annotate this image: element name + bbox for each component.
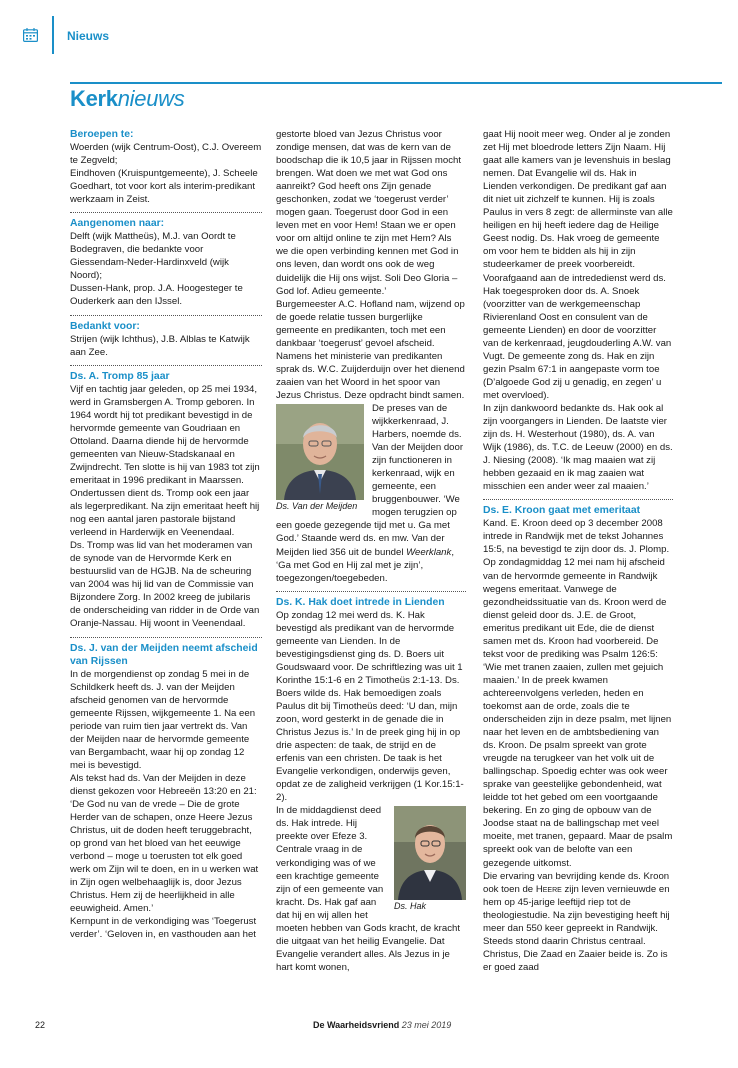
- column-2: [276, 128, 466, 974]
- hak-text-a: Op zondag 12 mei werd ds. K. Hak bevestigd als predikant van de hervormde gemeente van Lienden. In de bevestigingsdienst ging ds. D. Boers uit Goudswaard voor. De schriftlezing was uit 1 Korinthe 15:1-6 en 2 Timotheüs 2:1-13. Ds. Boers wilde ds. Hak bemoedigen zoals Paulus dit bij Timotheüs deed: ‘U dan, mijn zoon, word gesterkt in de genade die in Christus Jezus is.’ In de preek ging hij in op drie aspecten: de taak, de strijd en de erfenis van een christen. De taak is het Evangelie verkondigen, onderwijs geven, opdat ze de zaligheid verkrijgen (1 Kor.15:1-2).: [276, 609, 464, 804]
- separator: [483, 499, 673, 500]
- kroon-text-b: [483, 870, 673, 974]
- beroepen-text: Woerden (wijk Centrum-Oost), C.J. Overeem te Zegveld; Eindhoven (Kruispuntgemeente), J. Scheele Goedhart, tot voor kort als interim-predikant werkzaam in Zeist.: [70, 142, 262, 206]
- separator: [70, 315, 262, 316]
- portrait-image: [276, 404, 364, 500]
- hak-photo-caption: Ds. Hak: [394, 901, 427, 912]
- hak-text-b: In de middagdienst deed ds. Hak intrede. Hij preekte over Efeze 3. Centrale vraag in de verkondiging was of we een krachtige gemeente zijn of een gemeente van kracht. Ds. Hak gaf aan dat hij en wij allen het moeten hebben van Gods kracht, de kracht die uitgaat van het heilig Evangelie. Dat Evangelie verandert alles. Als Jezus in je hart komt wonen,: [276, 805, 460, 973]
- bedankt-heading: Bedankt voor:: [70, 320, 140, 332]
- aangenomen-text: Delft (wijk Mattheüs), M.J. van Oordt te Bodegraven, die bedankte voor Giessendam-Neder-Hardinxveld (wijk Noord); Dussen-Hank, prop. J.A. Hoogesteger te Ouderkerk aan den IJssel.: [70, 231, 243, 308]
- issue-date: 23 mei 2019: [401, 1020, 452, 1030]
- meijden-heading: Ds. J. van der Meijden neemt afscheid van Rijssen: [70, 642, 258, 667]
- tromp-text: Vijf en tachtig jaar geleden, op 25 mei 1934, werd in Gramsbergen A. Tromp geboren. In 1964 wordt hij tot predikant bevestigd in de hervormde gemeente van Goudriaan en Ottoland. Daarna diende hij de hervormde gemeenten van Nieuw-Stadskanaal en Zwijndrecht. Ten slotte is hij van 1983 tot zijn emeritaat in 1996 predikant in Maarssen. Ondertussen dient ds. Tromp ook een jaar als legerpredikant. Na zijn emeritaat heeft hij nog een aantal jaren pastorale bijstand verleend in Harderwijk en Veenendaal. Ds. Tromp was lid van het moderamen van de synode van de Hervormde Kerk en bestuurslid van de HGJB. Na de scheuring van 2004 was hij lid van de Commissie van Bijzondere Zorg. In 2002 kreeg de jubilaris de onderscheiding van ridder in de Orde van Oranje-Nassau. Hij woont in Veenendaal.: [70, 383, 260, 630]
- kroon-text-b-end: zijn leven vernieuwde en hem op 45-jarige leeftijd riep tot de theologiestudie. Na zijn bevestiging heeft hij meer dan 550 keer gepreekt in Randwijk. Steeds stond daarin Christus centraal. Christus, Die Zaad en Zaaier beide is. Zo is er goed zaad: [483, 883, 670, 973]
- meijden-photo-caption: Ds. Van der Meijden: [276, 500, 358, 511]
- tromp-heading: Ds. A. Tromp 85 jaar: [70, 370, 170, 382]
- aangenomen-heading: Aangenomen naar:: [70, 218, 165, 230]
- weerklank-italic: Weerklank: [406, 546, 452, 558]
- hak-continued-text: gaat Hij nooit meer weg. Onder al je zonden zet Hij met bloedrode letters Zijn Naam. Hij gaat alle kamers van je levenshuis in beslag nemen. Dat Evangelie wil ds. Hak in Lienden verkondigen. De predikant gaf aan dit niet uit zichzelf te kunnen. Hij is zoals Paulus in vers 8 zegt: de allerminste van alle heiligen en hij heeft iedere dag de Heilige Geest nodig. Ds. Hak vroeg de gemeente om voor hem te bidden als hij in zijn studeerkamer de preek voorbereidt. Voorafgaand aan de intrededienst werd ds. Hak toegesproken door ds. A. Snoek (voorzitter van de werkgemeenschap Rivierenland Oost en consulent van de gemeente Lienden) en door de voorzitter van de kerkenraad, jeugdouderling A.W. van Vugt. De gemeente zong ds. Hak en zijn gezin Psalm 67:1 in aangepaste vorm toe (D’algoede God zij u genadig, en zegen’ u met overvloed). In zijn dankwoord bedankte ds. Hak ook al zijn voorgangers in Lienden. De laatste vier zijn ds. H. Westerhout (1980), ds. A. van Wijk (1986), ds. T.C. de Leeuw (2000) en ds. J. Niesing (2008). ‘Ik mag maaien wat zij hebben gezaaid en ik mag zaaien wat misschien een ander weer zal maaien.’: [483, 129, 673, 493]
- meijden-text: In de morgendienst op zondag 5 mei in de Schildkerk heeft ds. J. van der Meijden afscheid genomen van de hervormde gemeente Rijssen, wijkgemeente 1. Na een periode van ruim tien jaar vertrekt ds. Van der Meijden naar de hervormde gemeente van Bergambacht, waar hij op zondag 12 mei is bevestigd. Als tekst had ds. Van der Meijden in deze dienst gekozen voor Hebreeën 13:20 en 21: ‘De God nu van de vrede – Die de grote Herder van de schapen, onze Heere Jezus Christus, uit de doden heeft teruggebracht, op grond van het bloed van het eeuwige verbond – moge u toerusten tot elk goed werk om Zijn wil te doen, en in u werken wat in Zijn ogen welbehaaglijk is, door Jezus Christus. Hem zij de heerlijkheid in alle eeuwigheid. Amen.’ Kernpunt in de verkondiging was ‘Toegerust verder’. ‘Geloven in, en vasthouden aan het: [70, 668, 259, 941]
- separator: [70, 637, 262, 638]
- hak-photo: [394, 806, 466, 912]
- hak-heading: Ds. K. Hak doet intrede in Lienden: [276, 596, 445, 608]
- meijden-photo: [276, 404, 364, 512]
- page-header: [0, 0, 738, 56]
- heere-smallcaps: Heere: [535, 883, 562, 895]
- calendar-icon: [23, 28, 38, 42]
- magazine-name: De Waarheidsvriend: [313, 1020, 400, 1030]
- separator: [276, 591, 466, 592]
- portrait-image: [394, 806, 466, 900]
- kroon-text-a: Kand. E. Kroon deed op 3 december 2008 intrede in Randwijk met de tekst Johannes 15:5, na bevestigd te zijn door ds. J. Plomp. Op zondagmiddag 12 mei nam hij afscheid van de hervormde gemeente in Randwijk wegens emeritaat. Vanwege de gezondheidssituatie van ds. Kroon werd de dienst geleid door ds. J.E. de Groot, emeritus predikant uit Ede, die de dienst samen met ds. Kroon had voorbereid. De tekst voor de prediking was Psalm 126:5: ‘Wie met tranen zaaien, zullen met gejuich maaien.’ In de preek kwamen achtereenvolgens verleden, heden en toekomst aan de orde, zoals die te onderscheiden zijn in deze psalm, met lijnen naar het leven en de ambtsbediening van ds. Kroon. De psalm spreekt van grote vreugde na terugkeer van het volk uit de ballingschap. Spoedig echter was ook weer sprake van geestelijke gebondenheid, wat leidde tot het gebed om een voortgaande bekering. En zo ging de opbouw van de Joodse staat na de ballingschap met veel moeite, met tranen, gepaard. Maar de psalm spreekt ook van de belofte van een gezegende uitkomst.: [483, 518, 673, 869]
- separator: [70, 365, 262, 366]
- page-number: 22: [35, 1020, 46, 1030]
- separator: [70, 212, 262, 213]
- page-title: [70, 86, 184, 112]
- harbers-text-end: , ‘Ga met God en Hij zal met je zijn’, toegezongen/toegebeden.: [276, 546, 454, 584]
- bedankt-text: Strijen (wijk Ichthus), J.B. Alblas te Katwijk aan Zee.: [70, 333, 250, 358]
- beroepen-heading: Beroepen te:: [70, 129, 134, 140]
- meijden-continued-text: gestorte bloed van Jezus Christus voor zondige mensen, dat was de kern van de boodschap die ik 10,5 jaar in Rijssen mocht brengen. Wat doen we met wat God ons aanreikt? God heeft ons Zijn genade geschonken, zodat we ‘toegerust verder’ mogen gaan. Toegerust door God in een leven met en voor Hem! Staan we er open voor om altijd online te zijn met Hem? Als we die open verbinding kennen met God in ons leven, dan wordt ons ook de weg duidelijk die Hij ons wijst. Soli Deo Gloria – God lof. Adieu gemeente.’ Burgemeester A.C. Hofland nam, wijzend op de goede relatie tussen burgerlijke gemeente en predikanten, toch met een dankbaar ‘toegerust’ gevoel afscheid. Namens het ministerie van predikanten sprak ds. W.C. Zuijderduijn over het dienend zaaien van het Woord in het spoor van Jezus Christus. Deze opdracht bindt samen.: [276, 129, 465, 401]
- harbers-text-main: De preses van de wijkkerkenraad, J. Harbers, noemde ds. Van der Meijden door zijn functioneren in kerkenraad, wijk en gemeente, een bruggenbouwer. ‘We mogen terugzien op een goede gezegende tijd met u. Ga met God.’ Staande werd ds. en mw. Van der Meijden lied 356 uit de bundel: [276, 402, 464, 558]
- column-3: [483, 128, 673, 974]
- title-rule: [70, 82, 722, 84]
- header-divider: [52, 16, 54, 54]
- kroon-heading: Ds. E. Kroon gaat met emeritaat: [483, 505, 641, 517]
- meijden-photo-block: [276, 402, 466, 585]
- section-label: Nieuws: [67, 29, 110, 43]
- kroon-text-b-start: Die ervaring van bevrijding kende ds. Kroon ook toen de: [483, 870, 670, 895]
- title-bold: Kerk: [70, 86, 118, 111]
- magazine-footer: [313, 1020, 451, 1030]
- title-italic: nieuws: [117, 86, 185, 111]
- column-1: [70, 128, 262, 941]
